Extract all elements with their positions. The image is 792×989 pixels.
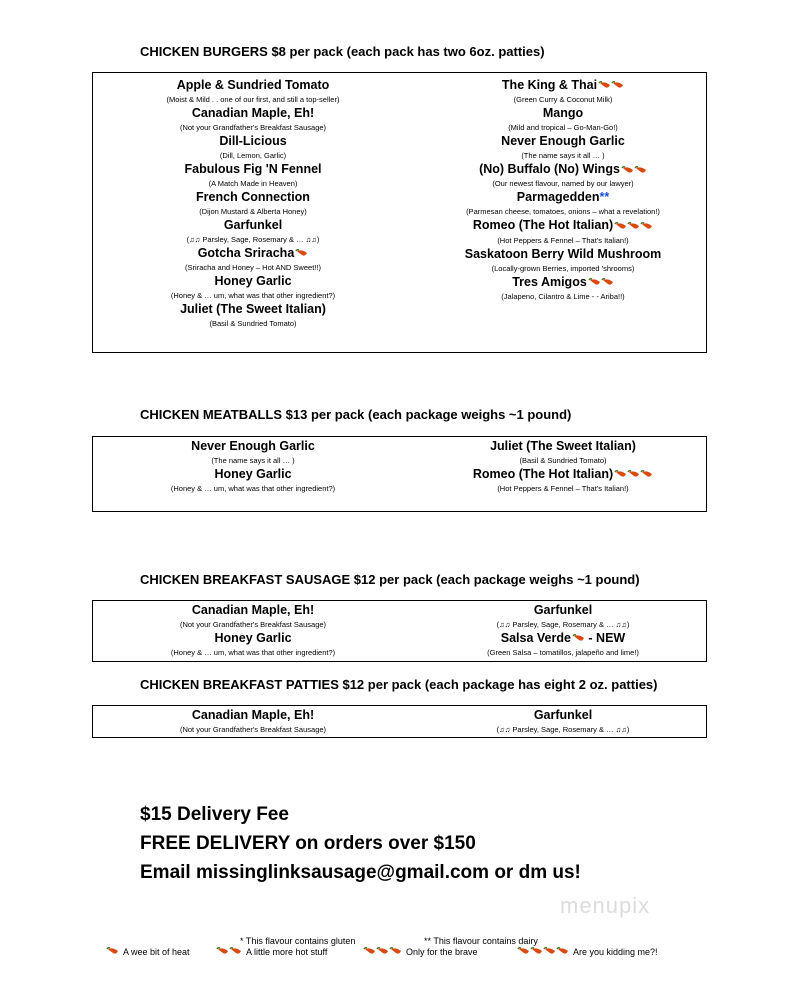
item-name-text: Canadian Maple, Eh! bbox=[191, 708, 315, 722]
menu-item bbox=[128, 218, 378, 246]
burgers-left-column bbox=[128, 78, 378, 330]
delivery-info bbox=[140, 800, 581, 887]
item-description: (A Match Made in Heaven) bbox=[208, 179, 298, 188]
item-name-text: (No) Buffalo (No) Wings bbox=[479, 162, 620, 177]
menu-item bbox=[423, 603, 703, 631]
item-description: (The name says it all … ) bbox=[211, 456, 295, 465]
item-description: (Our newest flavour, named by our lawyer) bbox=[492, 179, 634, 189]
item-name-text: Never Enough Garlic bbox=[501, 134, 625, 149]
item-name bbox=[423, 603, 703, 618]
item-name-text: Parmagedden bbox=[516, 190, 600, 205]
menu-item bbox=[128, 631, 378, 659]
item-description: (Basil & Sundried Tomato) bbox=[209, 319, 297, 329]
dairy-note: ** This flavour contains dairy bbox=[424, 936, 538, 946]
patties-left-column bbox=[128, 708, 378, 736]
item-name bbox=[128, 302, 378, 317]
item-description: (♫♫ Parsley, Sage, Rosemary & … ♫♫) bbox=[496, 620, 630, 629]
item-name bbox=[423, 162, 703, 177]
item-description: (Moist & Mild . . one of our first, and still a top-seller) bbox=[166, 95, 340, 104]
item-description: (♫♫ Parsley, Sage, Rosemary & … ♫♫) bbox=[496, 725, 630, 734]
item-description: (Dill, Lemon, Garlic) bbox=[219, 151, 287, 160]
item-name-text: Apple & Sundried Tomato bbox=[176, 78, 330, 92]
menu-item bbox=[423, 467, 703, 495]
pepper-icon bbox=[614, 219, 653, 234]
sausage-right-column bbox=[423, 603, 703, 659]
delivery-fee: $15 Delivery Fee bbox=[140, 804, 289, 825]
watermark: menupix bbox=[560, 893, 651, 918]
patties-heading: CHICKEN BREAKFAST PATTIES $12 per pack (each package has eight 2 oz. patties) bbox=[140, 677, 658, 692]
item-description: (Not your Grandfather's Breakfast Sausage) bbox=[179, 725, 327, 734]
legend-label: A little more hot stuff bbox=[246, 946, 328, 957]
pepper-icon bbox=[295, 246, 308, 261]
item-description: (Sriracha and Honey – Hot AND Sweet!!) bbox=[185, 263, 321, 273]
menu-item bbox=[128, 603, 378, 631]
sausage-heading: CHICKEN BREAKFAST SAUSAGE $12 per pack (each package weighs ~1 pound) bbox=[140, 572, 640, 587]
item-description: (♫♫ Parsley, Sage, Rosemary & … ♫♫) bbox=[186, 235, 320, 244]
legend-2 bbox=[215, 946, 327, 957]
item-name bbox=[128, 246, 378, 261]
item-name-text: Salsa Verde bbox=[500, 631, 571, 645]
patties-right-column bbox=[423, 708, 703, 736]
item-name-text: Garfunkel bbox=[533, 603, 593, 617]
item-name bbox=[423, 708, 703, 723]
legend-label: Are you kidding me?! bbox=[573, 946, 658, 957]
pepper-icon bbox=[621, 162, 647, 177]
menu-item bbox=[128, 162, 378, 190]
menu-item bbox=[423, 218, 703, 246]
menu-item bbox=[423, 708, 703, 736]
item-description: (Hot Peppers & Fennel – That's Italian!) bbox=[497, 235, 629, 245]
menu-item bbox=[423, 247, 703, 275]
pepper-icon bbox=[363, 946, 402, 957]
item-name bbox=[423, 247, 703, 262]
item-name bbox=[423, 134, 703, 149]
item-name-text: Fabulous Fig 'N Fennel bbox=[184, 162, 322, 176]
item-name bbox=[423, 439, 703, 454]
burgers-box bbox=[92, 72, 707, 353]
menu-item bbox=[128, 78, 378, 106]
item-name-text: Honey Garlic bbox=[214, 274, 292, 289]
item-description: (Green Salsa – tomatillos, jalapeño and lime!) bbox=[487, 648, 639, 658]
meatballs-heading: CHICKEN MEATBALLS $13 per pack (each package weighs ~1 pound) bbox=[140, 407, 572, 422]
burgers-heading: CHICKEN BURGERS $8 per pack (each pack has two 6oz. patties) bbox=[140, 44, 545, 59]
menu-item bbox=[423, 162, 703, 190]
menu-item bbox=[128, 106, 378, 134]
pepper-icon bbox=[614, 467, 653, 482]
pepper-icon bbox=[517, 946, 569, 957]
item-name-text: Romeo (The Hot Italian) bbox=[472, 218, 614, 233]
free-delivery: FREE DELIVERY on orders over $150 bbox=[140, 833, 476, 854]
item-name bbox=[128, 631, 378, 646]
menu-item bbox=[128, 134, 378, 162]
item-name-text: Saskatoon Berry Wild Mushroom bbox=[464, 246, 662, 261]
item-name bbox=[423, 275, 703, 290]
pepper-icon bbox=[216, 946, 242, 957]
item-name bbox=[128, 467, 378, 482]
item-description: (Parmesan cheese, tomatoes, onions – what a revelation!) bbox=[466, 207, 660, 217]
item-name-text: Canadian Maple, Eh! bbox=[191, 603, 315, 617]
burgers-right-column bbox=[423, 78, 703, 303]
item-name-text: Tres Amigos bbox=[512, 274, 587, 289]
sausage-box bbox=[92, 600, 707, 662]
legend-4 bbox=[516, 946, 658, 957]
pepper-icon bbox=[588, 275, 614, 290]
item-name-text: Mango bbox=[542, 106, 584, 121]
item-description: (The name says it all … ) bbox=[521, 151, 605, 161]
item-name-text: Garfunkel bbox=[223, 218, 283, 232]
menu-item bbox=[128, 274, 378, 302]
menu-item bbox=[128, 246, 378, 274]
item-name bbox=[423, 106, 703, 121]
item-description: (Hot Peppers & Fennel – That's Italian!) bbox=[497, 484, 629, 494]
menu-item bbox=[128, 302, 378, 330]
item-name bbox=[128, 134, 378, 149]
menu-item bbox=[423, 275, 703, 303]
legend-3 bbox=[362, 946, 478, 957]
item-name bbox=[128, 708, 378, 723]
item-description: (Honey & … um, what was that other ingredient?) bbox=[170, 291, 336, 301]
item-name-text: The King & Thai bbox=[501, 78, 598, 92]
item-name bbox=[423, 190, 703, 205]
item-description: (Honey & … um, what was that other ingredient?) bbox=[170, 648, 336, 657]
item-name-text: Honey Garlic bbox=[214, 631, 292, 645]
dairy-star-icon: ** bbox=[599, 190, 610, 205]
item-name bbox=[128, 162, 378, 177]
menu-item bbox=[423, 190, 703, 218]
meatballs-right-column bbox=[423, 439, 703, 495]
menu-item bbox=[423, 106, 703, 134]
menu-item bbox=[423, 439, 703, 467]
item-name bbox=[423, 218, 703, 233]
menu-item bbox=[128, 467, 378, 495]
item-name-text: Never Enough Garlic bbox=[191, 439, 315, 453]
pepper-icon bbox=[572, 631, 585, 646]
meatballs-left-column bbox=[128, 439, 378, 495]
item-name bbox=[423, 631, 703, 646]
item-description: (Not your Grandfather's Breakfast Sausage) bbox=[179, 123, 327, 132]
menu-item bbox=[423, 631, 703, 659]
item-description: (Locally-grown Berries, imported 'shrooms) bbox=[491, 263, 635, 273]
menu-item bbox=[423, 78, 703, 106]
item-name-text: Honey Garlic bbox=[214, 467, 292, 481]
item-description: (Mild and tropical – Go-Man-Go!) bbox=[508, 123, 618, 133]
item-description: (Green Curry & Coconut Milk) bbox=[513, 95, 613, 105]
item-description: (Jalapeno, Cilantro & Lime - - Ariba!!) bbox=[501, 291, 625, 301]
item-description: (Dijon Mustard & Alberta Honey) bbox=[199, 207, 307, 216]
item-name bbox=[128, 439, 378, 454]
pepper-icon bbox=[598, 78, 624, 93]
item-name-text: Juliet (The Sweet Italian) bbox=[180, 302, 326, 317]
contact-line: Email missinglinksausage@gmail.com or dm us! bbox=[140, 862, 581, 883]
item-description: (Basil & Sundried Tomato) bbox=[519, 456, 607, 465]
gluten-note: * This flavour contains gluten bbox=[240, 936, 356, 946]
item-name-text: Romeo (The Hot Italian) bbox=[472, 467, 614, 481]
legend-label: Only for the brave bbox=[406, 946, 478, 957]
item-name bbox=[423, 467, 703, 482]
item-name bbox=[423, 78, 703, 93]
sausage-left-column bbox=[128, 603, 378, 659]
menu-item bbox=[128, 190, 378, 218]
item-name bbox=[128, 274, 378, 289]
patties-box bbox=[92, 705, 707, 738]
item-name-text: Dill-Licious bbox=[219, 134, 287, 148]
pepper-icon bbox=[106, 946, 119, 957]
item-name bbox=[128, 603, 378, 618]
item-name-text: Juliet (The Sweet Italian) bbox=[490, 439, 636, 453]
item-name bbox=[128, 78, 378, 93]
new-tag: - NEW bbox=[584, 631, 626, 645]
item-name-text: Gotcha Sriracha bbox=[197, 246, 295, 260]
item-name-text: Canadian Maple, Eh! bbox=[191, 106, 315, 120]
item-name bbox=[128, 106, 378, 121]
item-description: (Not your Grandfather's Breakfast Sausage) bbox=[179, 620, 327, 629]
item-name-text: Garfunkel bbox=[533, 708, 593, 722]
item-description: (Honey & … um, what was that other ingredient?) bbox=[170, 484, 336, 493]
menu-item bbox=[128, 439, 378, 467]
menu-item bbox=[128, 708, 378, 736]
menu-item bbox=[423, 134, 703, 162]
meatballs-box bbox=[92, 436, 707, 512]
legend-1 bbox=[105, 946, 190, 957]
legend-label: A wee bit of heat bbox=[123, 946, 190, 957]
item-name bbox=[128, 218, 378, 233]
item-name bbox=[128, 190, 378, 205]
item-name-text: French Connection bbox=[196, 190, 310, 204]
